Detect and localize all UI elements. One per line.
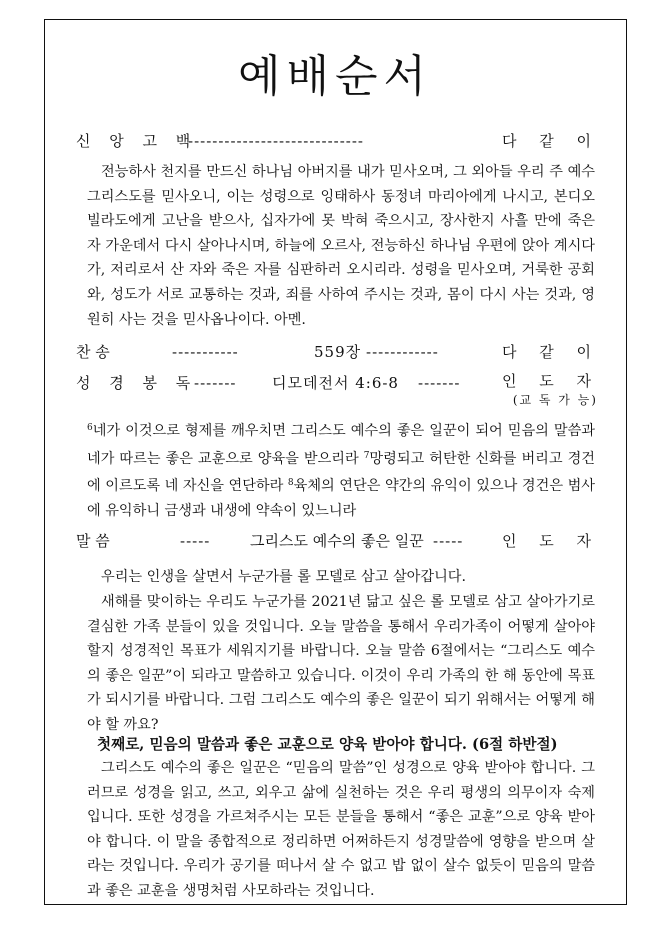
point-1-text: 그리스도 예수의 좋은 일꾼은 “믿음의 말씀”인 성경으로 양육 받아야 합니다. 그러므로 성경을 읽고, 쓰고, 외우고 삶에 실천하는 것은 우리 평생의 의무이자 숙제입니다. 또한 성경을 가르쳐주시는 모든 분들을 통해서 “좋은 교훈”으로 양육 받아야 합니다. 이 말을 종합적으로 정리하면 어쩌하든지 성경말씀에 영향을 받으며 살라는 것입니다. 우리가 공기를 떠나서 살 수 없고 밥 없이 살수 없듯이 믿음의 말씀과 좋은 교훈을 생명처럼 사모하라는 것입니다. <box>87 760 595 899</box>
verse-number-7: 7 <box>363 450 370 461</box>
sermon-title: 그리스도 예수의 좋은 일꾼 <box>250 532 424 550</box>
sermon-paragraph-2: 새해를 맞이하는 우리도 누군가를 2021년 닮고 싶은 롤 모델로 삼고 살아가기로 결심한 가족 분들이 있을 것입니다. 오늘 말씀을 통해서 우리가족이 어떻게 살아야 할지 성경적인 목표가 세워지기를 바랍니다. 오늘 말씀 6절에서는 “그리스도 예수의 좋은 일꾼”이 되라고 말씀하고 있습니다. 이것이 우리 가족의 한 해 동안에 목표가 되시기를 바랍니다. 그럼 그리스도 예수의 좋은 일꾼이 되기 위해서는 어떻게 해야 할 까요? <box>87 594 595 733</box>
reading-passage: 디모데전서 4:6-8 <box>272 374 399 392</box>
creed-dashes: ----------------------------- <box>188 132 364 150</box>
reading-dashes-left: ------- <box>194 374 237 392</box>
sermon-dashes-left: ----- <box>180 532 211 550</box>
reading-dashes-right: ------- <box>418 374 461 392</box>
verse-number-8: 8 <box>287 478 294 489</box>
reading-responsive-note: (교 독 가 능) <box>512 393 598 407</box>
reading-text <box>87 416 595 523</box>
reading-leader: 인 도 자 <box>501 372 600 390</box>
verse-6: 네가 이것으로 형제를 깨우치면 그리스도 예수의 좋은 일꾼이 되어 믿음의 말씀과 네가 따르는 좋은 교훈으로 양육을 받으리라 <box>87 423 595 467</box>
point-1-heading: 첫째로, 믿음의 말씀과 좋은 교훈으로 양육 받아야 합니다. (6절 하반절) <box>97 736 558 753</box>
sermon-label: 말 씀 <box>76 532 110 550</box>
sermon-dashes-right: ----- <box>433 532 464 550</box>
hymn-number: 559장 <box>314 343 362 361</box>
creed-leader: 다 같 이 <box>501 132 600 150</box>
hymn-dashes-left: ----------- <box>172 343 239 361</box>
hymn-leader: 다 같 이 <box>501 343 600 361</box>
verse-7: 망령되고 허탄한 신화를 버리고 경건에 이르도록 네 자신을 연단하라 <box>87 450 595 495</box>
sermon-paragraph-1: 우리는 인생을 살면서 누군가를 롤 모델로 삼고 살아갑니다. <box>101 569 467 585</box>
page-title: 예배순서 <box>237 51 432 102</box>
creed-text: 전능하사 천지를 만드신 하나님 아버지를 내가 믿사오며, 그 외아들 우리 주 예수 그리스도를 믿사오니, 이는 성령으로 잉태하사 동정녀 마리아에게 나시고, 본디오 빌라도에게 고난을 받으사, 십자가에 못 박혀 죽으시고, 장사한지 사흘 만에 죽은 자 가운데서 다시 살아나시며, 하늘에 오르사, 전능하신 하나님 우편에 앉아 계시다가, 저리로서 산 자와 죽은 자를 심판하러 오시리라. 성령을 믿사오며, 거룩한 공회와, 성도가 서로 교통하는 것과, 죄를 사하여 주시는 것과, 몸이 다시 사는 것과, 영원히 사는 것을 믿사옵나이다. 아멘. <box>87 164 595 328</box>
hymn-dashes-right: ------------ <box>366 343 439 361</box>
hymn-row <box>76 341 600 363</box>
verse-8: 육체의 연단은 약간의 유익이 있으나 경건은 범사에 유익하니 금생과 내생에 약속이 있느니라 <box>87 478 595 519</box>
creed-row <box>76 130 600 152</box>
sermon-leader: 인 도 자 <box>501 532 600 550</box>
reading-label: 성 경 봉 독 <box>76 374 198 392</box>
hymn-label: 찬 송 <box>76 343 110 361</box>
sermon-row <box>76 530 600 552</box>
verse-number-6: 6 <box>87 423 93 433</box>
creed-label: 신 앙 고 백 <box>76 132 198 150</box>
